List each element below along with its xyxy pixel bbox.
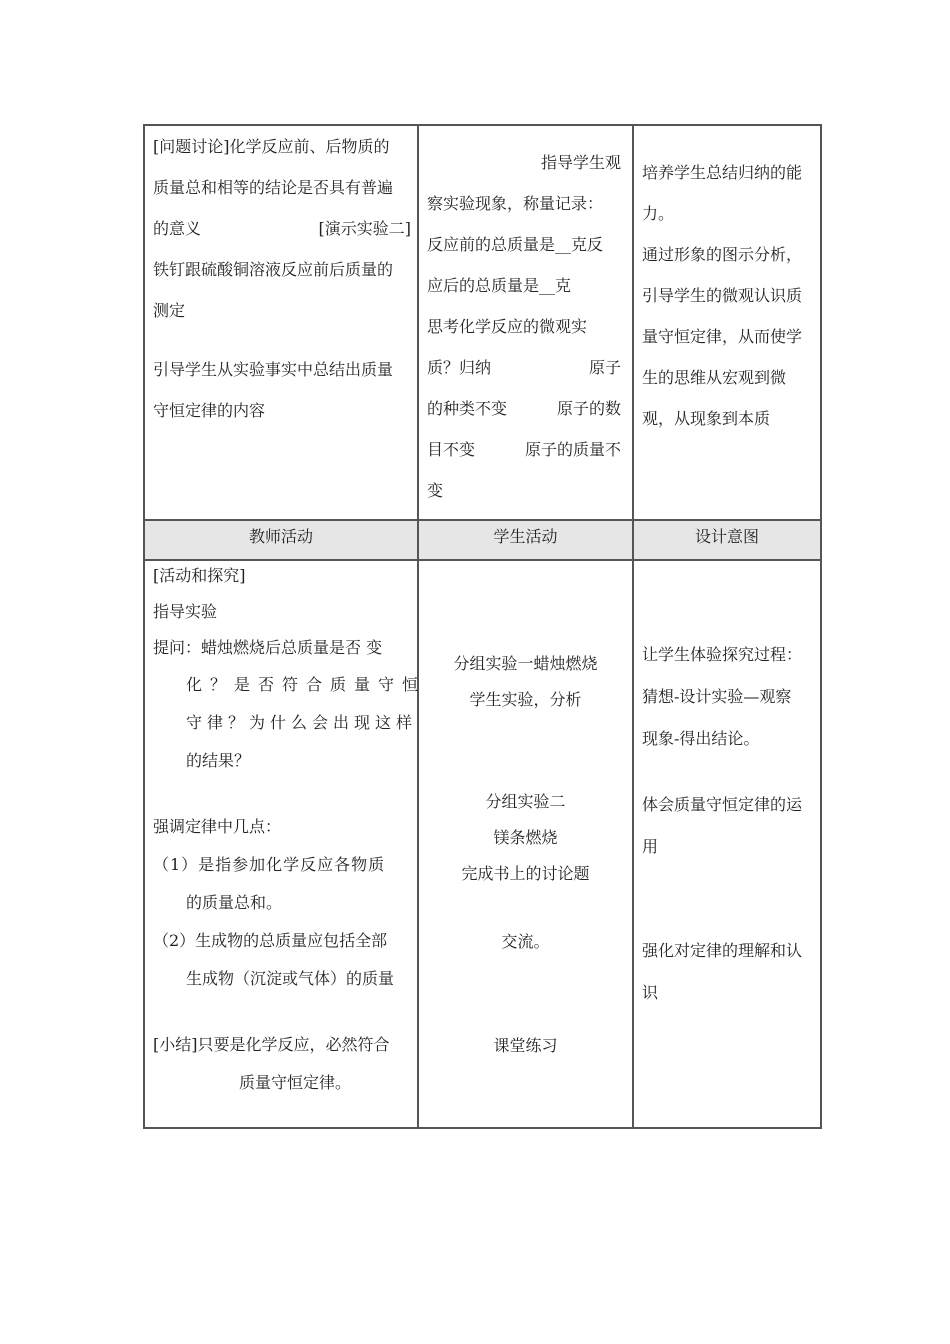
text-line: [活动和探究] [153,566,246,585]
text-line: 思考化学反应的微观实 [427,317,588,336]
lesson-plan-table [143,124,822,1129]
text-line: 交流。 [501,932,550,951]
text-line [153,208,411,249]
text-fragment: 原子 [588,358,621,377]
text-line: 生成物（沉淀或气体）的质量 [186,969,395,988]
text-line: 引导学生的微观认识质 [642,286,803,305]
text-line: 镁条燃烧 [493,828,558,847]
text-line: 学生实验，分析 [469,690,582,709]
text-line: 培养学生总结归纳的能 [642,163,803,182]
text-line: （2）生成物的总质量应包括全部 [153,931,388,950]
text-fragment: [演示实验二] [318,219,411,238]
text-line: 指导实验 [153,602,218,621]
header-student: 学生活动 [419,521,632,559]
text-line: 用 [642,837,659,856]
row1-design-cell [642,152,816,439]
text-line: 的结果？ [186,751,251,770]
text-line: 质量总和相等的结论是否具有普遍 [153,178,394,197]
text-line: 通过形象的图示分析， [642,245,803,264]
row1-student-cell [427,142,621,511]
text-line: 的质量总和。 [186,893,283,912]
text-line: 强调定律中几点： [153,817,282,836]
text-line: 分组实验一蜡烛燃烧 [453,654,598,673]
text-line: 测定 [153,301,186,320]
text-fragment: 质？归纳 [427,358,492,377]
text-line: 猜想-设计实验—观察 [642,687,792,706]
text-line: 力。 [642,204,675,223]
text-line: 强化对定律的理解和认 [642,941,803,960]
text-line: 完成书上的讨论题 [461,864,590,883]
text-line: 反应前的总质量是__克反 [427,235,604,254]
text-line: 识 [642,983,659,1002]
text-line: 质量守恒定律。 [239,1073,352,1092]
text-line: 提问：蜡烛燃烧后总质量是否 变 [153,638,383,657]
text-line: （1）是指参加化学反应各物质 [153,855,386,874]
text-line: 体会质量守恒定律的运 [642,795,803,814]
text-line [427,429,621,470]
text-line [427,388,621,429]
text-line: 量守恒定律，从而使学 [642,327,803,346]
text-line: 察实验现象，称量记录： [427,194,604,213]
text-line: 铁钉跟硫酸铜溶液反应前后质量的 [153,260,394,279]
text-line: 变 [427,481,444,500]
text-fragment: 的意义 [153,219,202,238]
row2-teacher-cell [153,558,427,1102]
text-line: 分组实验二 [485,792,566,811]
text-line: [问题讨论]化学反应前、后物质的 [153,137,390,156]
text-line: 指导学生观 [540,153,621,172]
text-line: 现象-得出结论。 [642,729,760,748]
text-line [427,347,621,388]
text-line: 守律？为什么会出现这样 [186,713,418,732]
header-teacher: 教师活动 [145,521,417,559]
text-line: 守恒定律的内容 [153,401,266,420]
text-line: 课堂练习 [493,1036,558,1055]
text-line: 生的思维从宏观到微 [642,368,787,387]
text-line: 化？是否符合质量守恒 [186,675,427,694]
column-divider [632,126,634,1127]
header-design: 设计意图 [634,521,820,559]
text-line: 应后的总质量是__克 [427,276,572,295]
text-fragment: 原子的数 [556,399,621,418]
row1-teacher-cell [153,126,411,431]
text-line: 观，从现象到本质 [642,409,771,428]
text-fragment: 的种类不变 [427,399,508,418]
text-line: 引导学生从实验事实中总结出质量 [153,360,394,379]
text-line: [小结]只要是化学反应，必然符合 [153,1035,390,1054]
row2-design-cell [642,558,816,1128]
text-line: 让学生体验探究过程： [642,645,803,664]
text-fragment: 目不变 [427,440,476,459]
text-fragment: 原子的质量不 [524,440,621,459]
row2-student-cell [419,558,632,1128]
